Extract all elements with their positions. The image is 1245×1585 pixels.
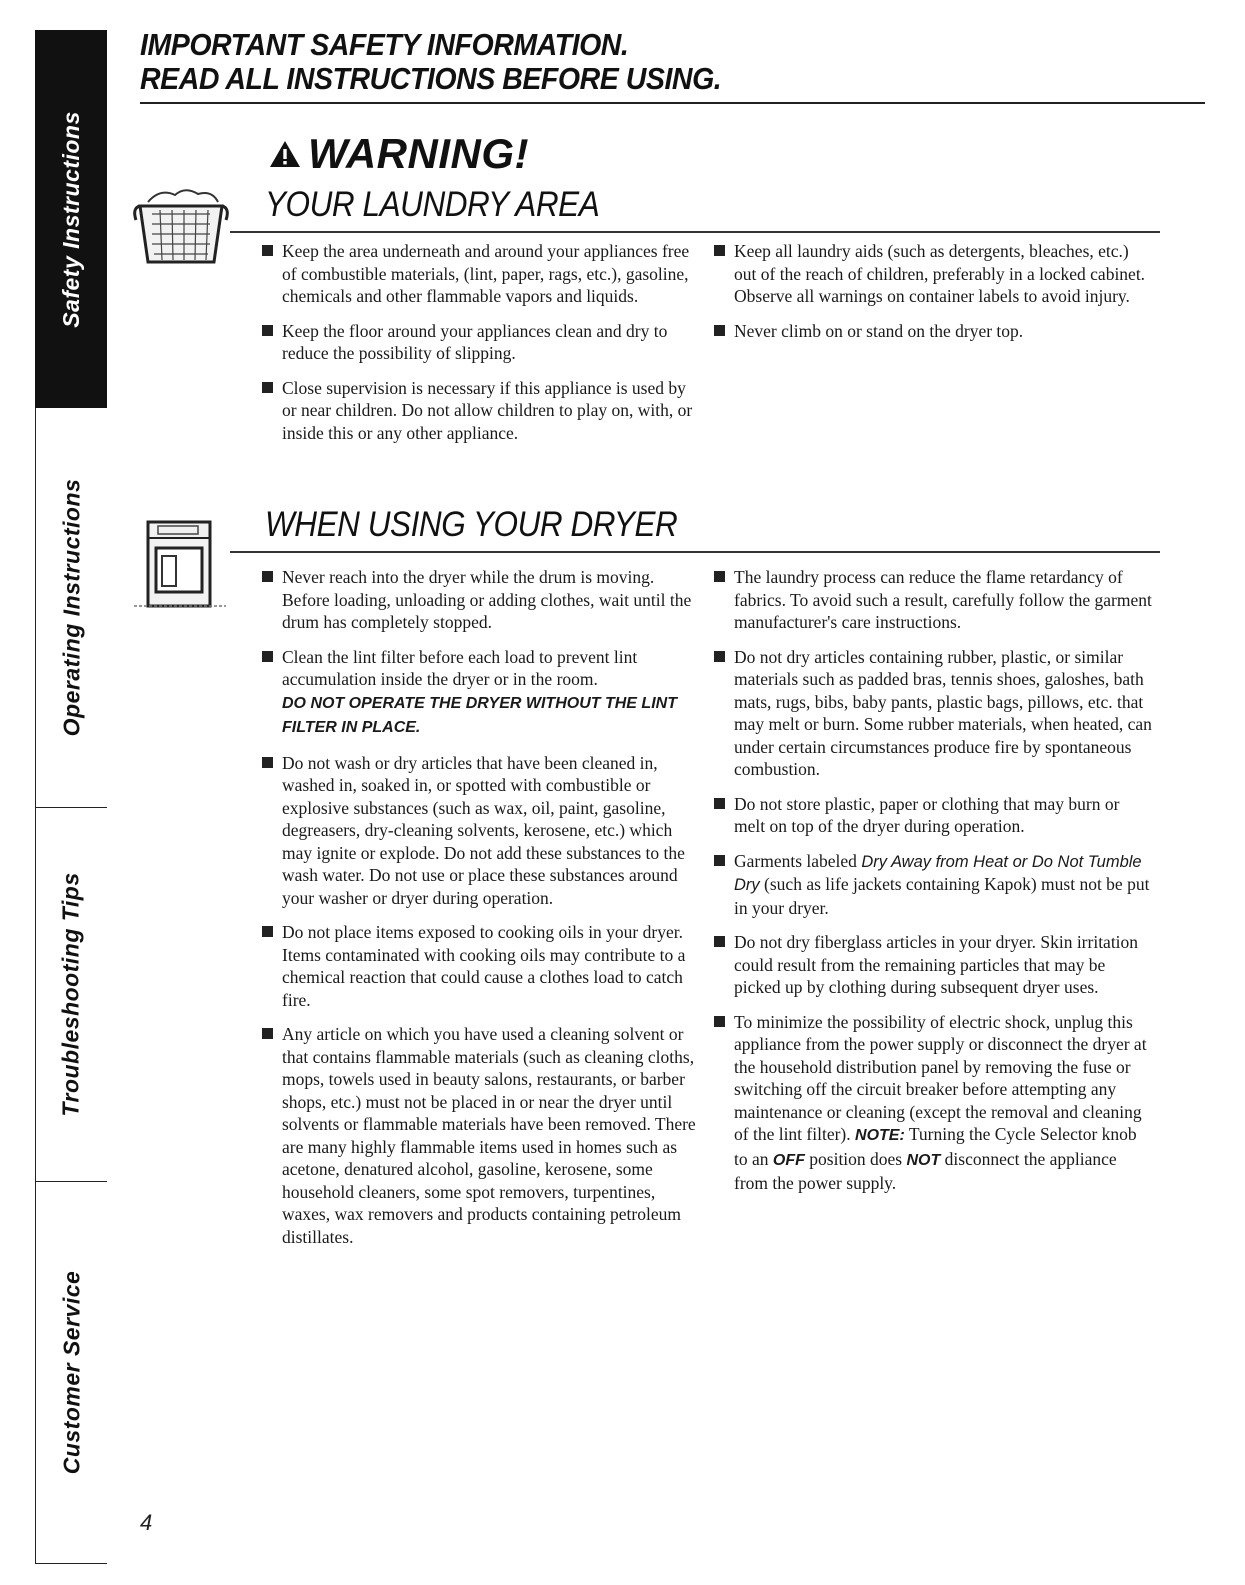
list-item: Close supervision is necessary if this appliance is used by or near children. Do not allow children to play on, with, or inside this or any other appliance.: [260, 377, 700, 445]
list-item: Keep the floor around your appliances clean and dry to reduce the possibility of slipping.: [260, 320, 700, 365]
tab-label: Troubleshooting Tips: [58, 872, 85, 1117]
bullet-text: To minimize the possibility of electric shock, unplug this appliance from the power supply or disconnect the dryer at the household distribution panel by removing the fuse or switching off the circuit breaker before attempting any maintenance or cleaning (except the removal and cleaning of the lint filter).: [734, 1011, 1147, 1144]
dryer-left-column: [260, 566, 700, 1260]
list-item: Do not place items exposed to cooking oils in your dryer. Items contaminated with cooking oils may contribute to a chemical reaction that could cause a clothes load to catch fire.: [260, 921, 700, 1011]
header-divider: [140, 102, 1205, 104]
list-item: Keep the area underneath and around your appliances free of combustible materials, (lint, paper, rags, etc.), gasoline, chemicals and other flammable vapors and liquids.: [260, 240, 700, 308]
note-label: NOTE:: [855, 1127, 905, 1144]
list-item: The laundry process can reduce the flame retardancy of fabrics. To avoid such a result, carefully follow the garment manufacturer's care instructions.: [712, 566, 1152, 634]
list-item: Any article on which you have used a cleaning solvent or that contains flammable materials (such as cleaning cloths, mops, towels used in beauty salons, restaurants, or barber shops, etc.) must not be placed in or near the dryer until solvents or flammable materials have been removed. There are many highly flammable items used in homes such as acetone, denatured alcohol, gasoline, kerosene, some household cleaners, some spot removers, turpentines, waxes, wax removers and products containing petroleum distillates.: [260, 1023, 700, 1248]
list-item: [260, 646, 700, 740]
bullet-text: (such as life jackets containing Kapok) must not be put in your dryer.: [734, 874, 1150, 918]
section-divider: [230, 551, 1160, 553]
bullet-text: Clean the lint filter before each load to prevent lint accumulation inside the dryer or in the room.: [282, 646, 638, 689]
list-item: Keep all laundry aids (such as detergents, bleaches, etc.) out of the reach of children, preferably in a locked cabinet. Observe all warnings on container labels to avoid injury.: [712, 240, 1152, 308]
not-label: NOT: [906, 1151, 941, 1169]
header-line-2: READ ALL INSTRUCTIONS BEFORE USING.: [140, 61, 722, 96]
tab-customer-service[interactable]: [35, 1182, 107, 1564]
tab-safety-instructions[interactable]: [35, 30, 107, 408]
laundry-right-column: [712, 240, 1152, 354]
warning-heading: [268, 130, 529, 178]
section-title-laundry-area: YOUR LAUNDRY AREA: [265, 185, 600, 224]
side-tabs: [35, 30, 107, 1550]
tab-label: Customer Service: [58, 1270, 84, 1475]
off-label: OFF: [772, 1151, 805, 1169]
section-title-using-dryer: WHEN USING YOUR DRYER: [265, 505, 678, 544]
lint-filter-warning: DO NOT OPERATE THE DRYER WITHOUT THE LINT FILTER IN PLACE.: [282, 694, 677, 736]
bullet-text: position does: [804, 1148, 907, 1169]
header-line-1: IMPORTANT SAFETY INFORMATION.: [140, 27, 629, 62]
tab-label: Operating Instructions: [58, 478, 85, 737]
list-item: Never reach into the dryer while the drum is moving. Before loading, unloading or adding clothes, wait until the drum has completely stopped.: [260, 566, 700, 634]
list-item: Do not dry fiberglass articles in your dryer. Skin irritation could result from the remaining particles that may be picked up by clothing during subsequent dryer uses.: [712, 931, 1152, 999]
list-item: Do not store plastic, paper or clothing that may burn or melt on top of the dryer during operation.: [712, 793, 1152, 838]
section-divider: [230, 231, 1160, 233]
dryer-right-column: [712, 566, 1152, 1207]
list-item: Do not dry articles containing rubber, plastic, or similar materials such as padded bras, tennis shoes, galoshes, bath mats, rugs, bibs, baby pants, plastic bags, pillows, etc. that may melt or burn. Some rubber materials, when heated, can under certain circumstances produce fire by spontaneous combustion.: [712, 646, 1152, 781]
bullet-text: Turning the Cycle Selector knob to an: [734, 1124, 1137, 1169]
list-item: Never climb on or stand on the dryer top.: [712, 320, 1152, 343]
tab-troubleshooting-tips[interactable]: [35, 808, 107, 1182]
list-item: [712, 1011, 1152, 1195]
laundry-basket-icon: [130, 180, 230, 270]
page-header: [140, 28, 1205, 96]
bullet-text: disconnect the appliance from the power supply.: [734, 1148, 1117, 1193]
page-number: 4: [140, 1510, 153, 1535]
list-item: Do not wash or dry articles that have been cleaned in, washed in, soaked in, or spotted with combustible or explosive substances (such as wax, oil, paint, gasoline, degreasers, dry-cleaning solvents, kerosene, etc.) which may ignite or explode. Do not add these substances to the wash water. Do not use or place these substances around your washer or dryer during operation.: [260, 752, 700, 910]
care-label-text: Dry Away from Heat or Do Not Tumble Dry: [734, 852, 1142, 894]
warning-triangle-icon: [268, 139, 302, 169]
warning-text: WARNING!: [308, 130, 529, 177]
tab-operating-instructions[interactable]: [35, 408, 107, 808]
laundry-left-column: [260, 240, 700, 456]
bullet-text: Garments labeled: [734, 850, 862, 871]
tab-label: Safety Instructions: [57, 110, 84, 328]
dryer-icon: [130, 518, 230, 610]
list-item: [712, 850, 1152, 920]
